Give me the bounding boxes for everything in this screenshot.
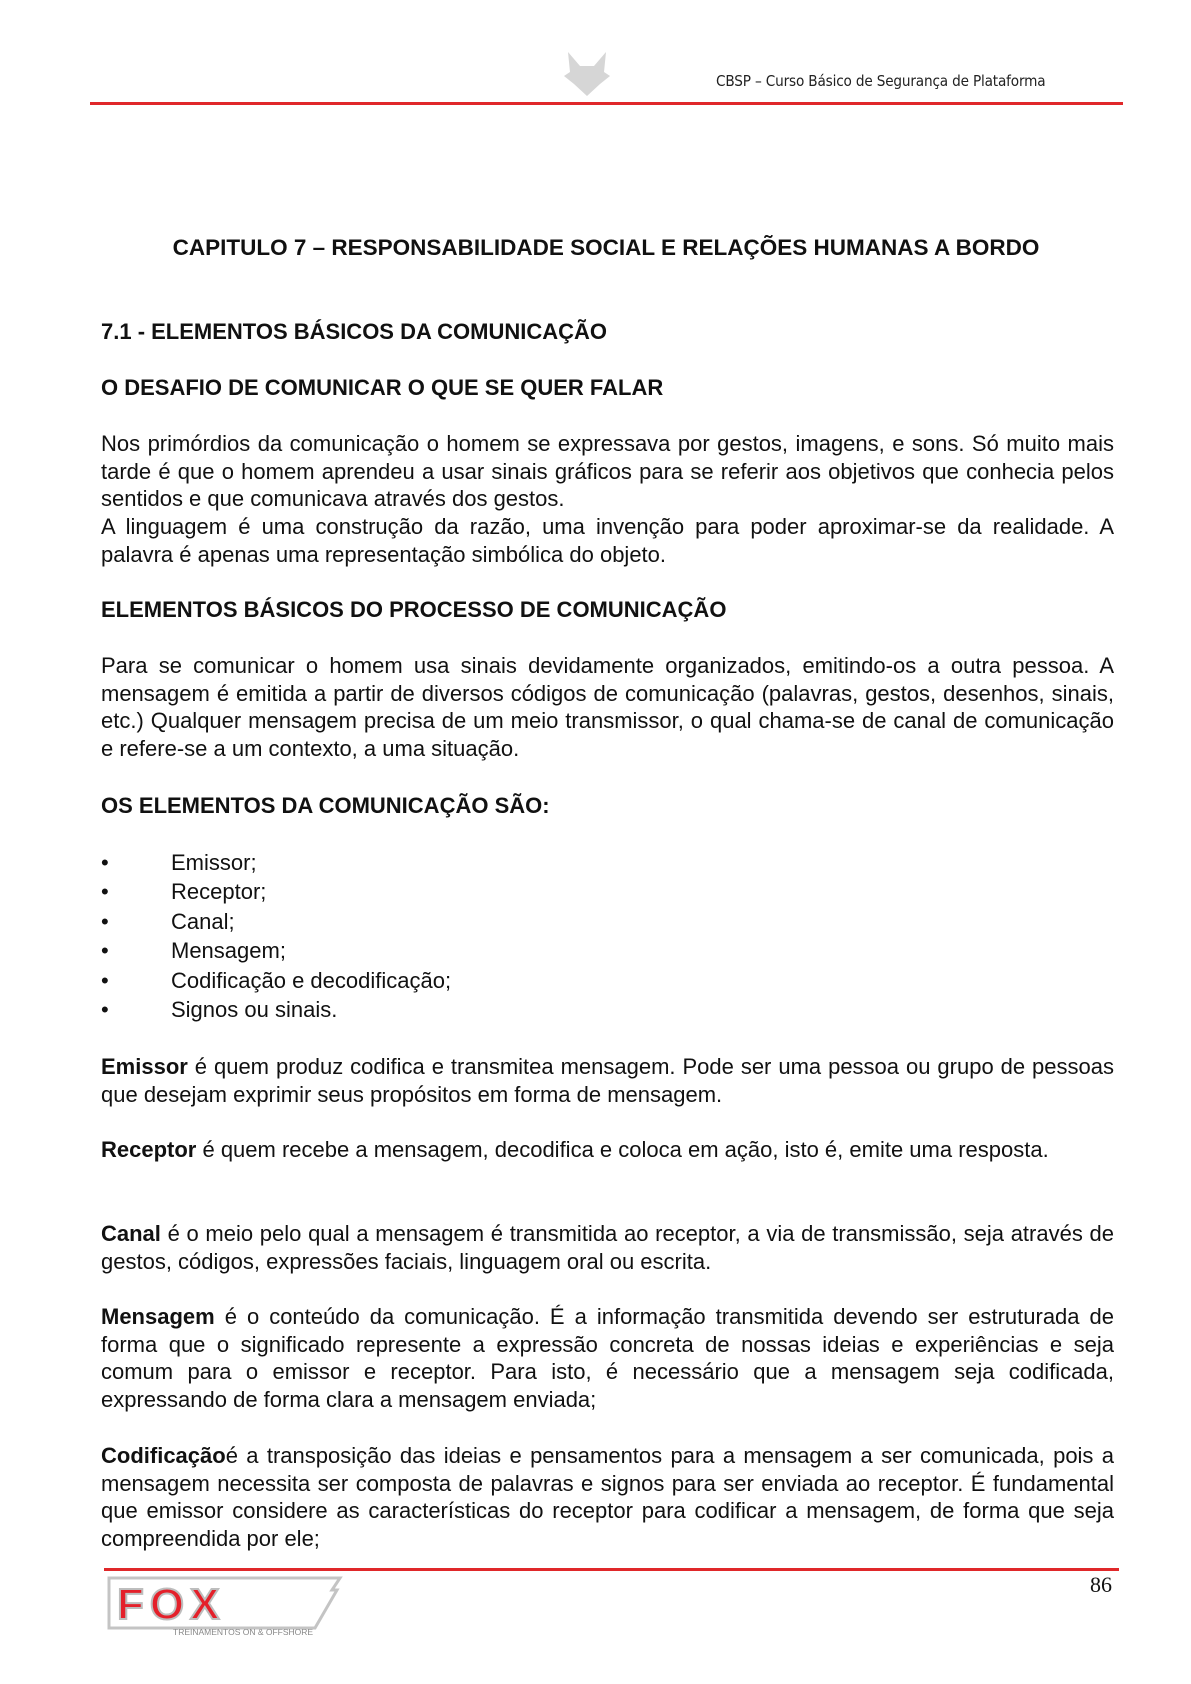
bullet-icon: •	[101, 967, 109, 993]
subheading-elementos-processo: ELEMENTOS BÁSICOS DO PROCESSO DE COMUNICAÇÃO	[101, 597, 727, 622]
paragraph-comunicar: Para se comunicar o homem usa sinais devidamente organizados, emitindo-os a outra pessoa. A mensagem é emitida a partir de diversos códigos de comunicação (palavras, gestos, desenhos, sinais, etc.) Qualquer mensagem precisa de um meio transmissor, o qual chama-se de canal de comunicação e refere-se a um contexto, a uma situação.	[101, 653, 1114, 761]
subheading-elementos-sao: OS ELEMENTOS DA COMUNICAÇÃO SÃO:	[101, 793, 550, 818]
bullet-icon: •	[101, 908, 109, 934]
bullet-icon: •	[101, 938, 109, 964]
section-title: 7.1 - ELEMENTOS BÁSICOS DA COMUNICAÇÃO	[101, 319, 608, 344]
list-item-label: Canal;	[171, 908, 235, 934]
definition-term: Codificação	[101, 1443, 226, 1468]
definition-text: é quem produz codifica e transmitea mensagem. Pode ser uma pessoa ou grupo de pessoas que desejam exprimir seus propósitos em forma de mensagem.	[101, 1054, 1114, 1107]
definition-mensagem	[101, 1303, 1114, 1413]
definition-text: é o meio pelo qual a mensagem é transmitida ao receptor, a via de transmissão, seja através de gestos, códigos, expressões faciais, linguagem oral ou escrita.	[101, 1221, 1114, 1274]
definition-term: Mensagem	[101, 1304, 215, 1329]
header-title: CBSP – Curso Básico de Segurança de Plataforma	[716, 72, 1046, 90]
elements-list	[101, 848, 451, 1024]
list-item	[101, 936, 451, 965]
definition-term: Emissor	[101, 1054, 188, 1079]
paragraph-primordios: Nos primórdios da comunicação o homem se expressava por gestos, imagens, e sons. Só muito mais tarde é que o homem aprendeu a usar sinais gráficos para se referir aos objetivos que conhecia pelos sentidos e que comunicava através dos gestos.	[101, 431, 1114, 512]
bullet-icon: •	[101, 879, 109, 905]
list-item-label: Signos ou sinais.	[171, 997, 338, 1023]
definition-text: é quem recebe a mensagem, decodifica e coloca em ação, isto é, emite uma resposta.	[196, 1137, 1049, 1162]
svg-text:TREINAMENTOS ON & OFFSHORE: TREINAMENTOS ON & OFFSHORE	[173, 1627, 314, 1637]
page-number: 86	[1090, 1572, 1112, 1597]
list-item	[101, 966, 451, 995]
definition-text: é o conteúdo da comunicação. É a informação transmitida devendo ser estruturada de forma que o significado represente a expressão concreta de nossas ideias e experiências e seja comum para o emissor e receptor. Para isto, é necessário que a mensagem seja codificada, expressando de forma clara a mensagem enviada;	[101, 1304, 1114, 1412]
definition-term: Canal	[101, 1221, 161, 1246]
paragraph-linguagem: A linguagem é uma construção da razão, uma invenção para poder aproximar-se da realidade. A palavra é apenas uma representação simbólica do objeto.	[101, 514, 1114, 567]
chapter-title: CAPITULO 7 – RESPONSABILIDADE SOCIAL E RELAÇÕES HUMANAS A BORDO	[172, 235, 1040, 260]
definition-emissor	[101, 1053, 1114, 1108]
subheading-desafio: O DESAFIO DE COMUNICAR O QUE SE QUER FALAR	[101, 375, 664, 400]
definition-term: Receptor	[101, 1137, 197, 1162]
bullet-icon: •	[101, 850, 109, 875]
definition-canal	[101, 1220, 1114, 1275]
header-divider	[90, 102, 1123, 105]
definition-receptor	[101, 1136, 1114, 1164]
svg-text:FOX: FOX	[117, 1580, 226, 1629]
definition-text: é a transposição das ideias e pensamentos para a mensagem a ser comunicada, pois a mensagem necessita ser composta de palavras e signos para ser enviada ao receptor. É fundamental que emissor considere as características do receptor para codificar a mensagem, de forma que seja compreendida por ele;	[101, 1443, 1114, 1551]
header-fox-watermark-icon	[562, 50, 612, 96]
fox-logo	[107, 1576, 343, 1638]
list-item-label: Receptor;	[171, 879, 267, 905]
list-item-label: Emissor;	[171, 850, 257, 875]
list-item-label: Mensagem;	[171, 938, 286, 964]
bullet-icon: •	[101, 997, 109, 1023]
list-item	[101, 848, 451, 877]
list-item-label: Codificação e decodificação;	[171, 967, 452, 993]
footer-divider	[104, 1568, 1119, 1571]
list-item	[101, 907, 451, 936]
definition-codificacao	[101, 1442, 1114, 1552]
list-item	[101, 877, 451, 906]
list-item	[101, 995, 451, 1024]
